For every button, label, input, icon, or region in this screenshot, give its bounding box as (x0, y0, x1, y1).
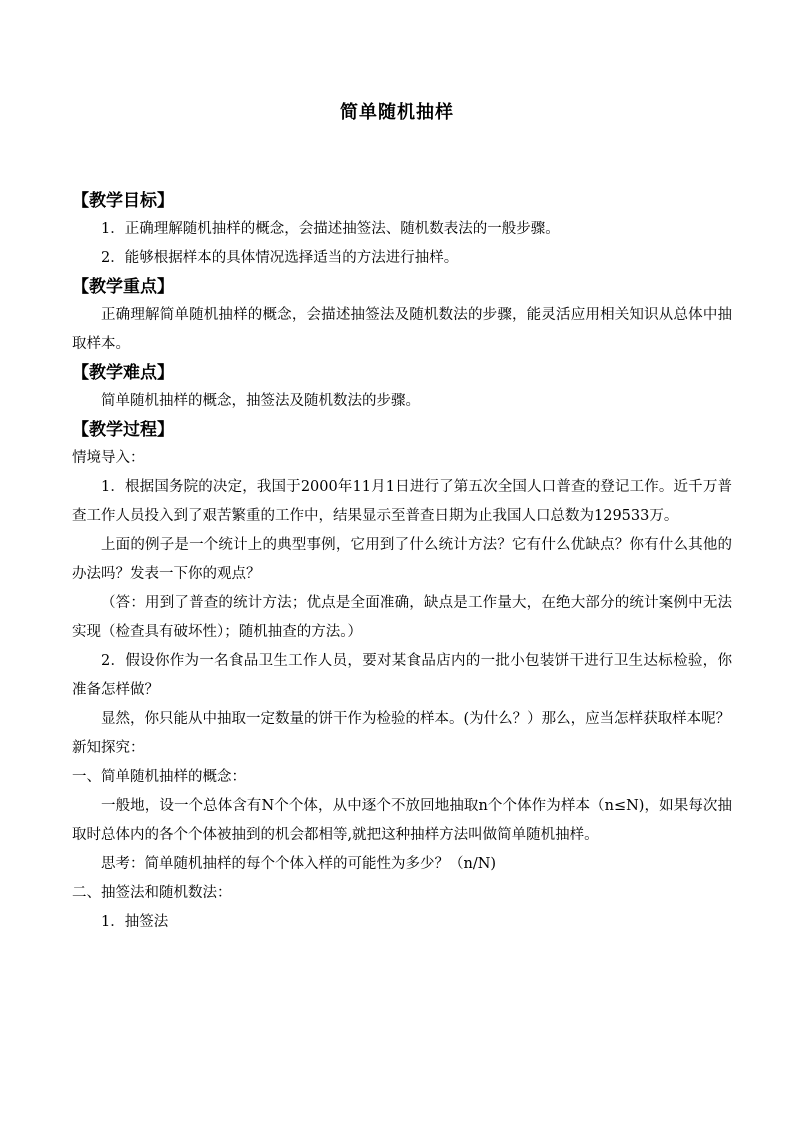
definition-paragraph: 一般地，设一个总体含有N个个体，从中逐个不放回地抽取n个个体作为样本（n≤N)，如果每次抽取时总体内的各个个体被抽到的机会都相等,就把这种抽样方法叫做简单随机抽样。 (72, 798, 732, 843)
new-knowledge-label: 新知探究： (72, 740, 145, 756)
section-heading-process: 【教学过程】 (72, 420, 174, 440)
document-title: 简单随机抽样 (340, 102, 454, 123)
subsection-heading: 一、简单随机抽样的概念： (72, 769, 246, 785)
goal-item: 1．正确理解随机抽样的概念，会描述抽签法、随机数表法的一般步骤。 (101, 221, 560, 237)
process-paragraph: 显然，你只能从中抽取一定数量的饼干作为检验的样本。(为什么？）那么，应当怎样获取样本呢？ (101, 711, 731, 727)
process-paragraph: 1．根据国务院的决定，我国于2000年11月1日进行了第五次全国人口普查的登记工作。近千万普查工作人员投入到了艰苦繁重的工作中，结果显示至普查日期为止我国人口总数为129533万。 (72, 479, 732, 524)
think-paragraph: 思考：简单随机抽样的每个个体入样的可能性为多少？（n/N) (101, 856, 497, 872)
goal-item: 2．能够根据样本的具体情况选择适当的方法进行抽样。 (101, 250, 459, 266)
subsection-heading: 二、抽签法和随机数法： (72, 885, 232, 901)
difficulties-text: 简单随机抽样的概念，抽签法及随机数法的步骤。 (101, 393, 420, 409)
section-heading-difficulties: 【教学难点】 (72, 363, 174, 383)
answer-paragraph: （答：用到了普查的统计方法；优点是全面准确，缺点是工作量大，在绝大部分的统计案例中无法实现（检查具有破坏性）；随机抽查的方法。） (72, 595, 732, 640)
section-heading-goals: 【教学目标】 (72, 191, 174, 211)
process-paragraph: 2．假设你作为一名食品卫生工作人员，要对某食品店内的一批小包装饼干进行卫生达标检验，你准备怎样做？ (72, 653, 732, 698)
key-points-text: 正确理解简单随机抽样的概念，会描述抽签法及随机数法的步骤，能灵活应用相关知识从总体中抽取样本。 (72, 307, 732, 352)
process-paragraph: 上面的例子是一个统计上的典型事例，它用到了什么统计方法？它有什么优缺点？你有什么其他的办法吗？发表一下你的观点？ (72, 537, 732, 582)
section-heading-key-points: 【教学重点】 (72, 277, 174, 297)
method-item: 1．抽签法 (101, 914, 169, 930)
document-body (72, 187, 732, 937)
intro-label: 情境导入： (72, 450, 145, 466)
